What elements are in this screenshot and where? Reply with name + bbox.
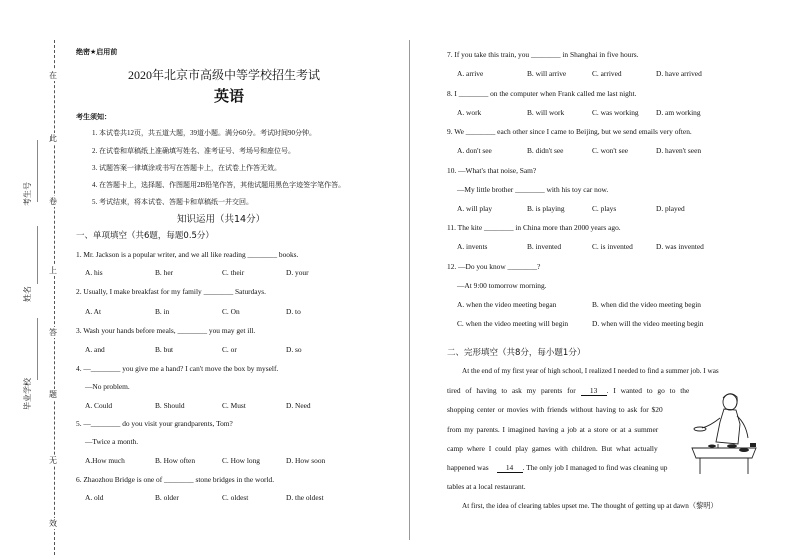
passage-line-2-end: . I wanted to go to the: [606, 386, 690, 395]
q6-stem: 6. Zhaozhou Bridge is one of ________ stone bridges in the world.: [76, 475, 275, 484]
q10-option-b: B. is playing: [527, 204, 565, 213]
q7-stem: 7. If you take this train, you ________ in Shanghai in five hours.: [447, 50, 639, 59]
q11-option-a: A. invents: [457, 242, 488, 251]
notice-item-1: 1. 本试卷共12页，共五道大题，39道小题。满分60分。考试时间90分钟。: [92, 129, 316, 137]
q5-option-a: A.How much: [85, 456, 125, 465]
q8-option-a: A. work: [457, 108, 482, 117]
binding-char-1: 在: [49, 71, 57, 80]
q10-option-d: D. played: [656, 204, 685, 213]
q12-option-a: A. when the video meeting began: [457, 300, 557, 309]
waitress-illustration: [690, 388, 760, 476]
q10-option-a: A. will play: [457, 204, 493, 213]
label-name: 姓名: [23, 286, 32, 302]
q12-option-d: D. when will the video meeting begin: [592, 319, 704, 328]
q4-answer: —No problem.: [85, 382, 130, 391]
q9-stem: 9. We ________ each other since I came to Beijing, but we send emails very often.: [447, 127, 692, 136]
secret-mark: 绝密★启用前: [76, 48, 118, 56]
q2-option-c: C. On: [222, 307, 240, 316]
passage-line-2: [447, 386, 689, 396]
q5-option-c: C. How long: [222, 456, 260, 465]
q9-option-d: D. haven't seen: [656, 146, 702, 155]
exam-title: 2020年北京市高级中等学校招生考试: [128, 68, 321, 82]
q5-option-d: D. How soon: [286, 456, 326, 465]
notice-item-3: 3. 试题答案一律填涂或书写在答题卡上，在试卷上作答无效。: [92, 164, 281, 172]
q6-option-d: D. the oldest: [286, 493, 324, 502]
blank-14[interactable]: 14: [497, 463, 523, 473]
passage-line-5: camp where I could play games with children. But what actually: [447, 444, 658, 453]
q3-stem: 3. Wash your hands before meals, ________ you may get ill.: [76, 326, 256, 335]
passage-line-4: from my parents. I imagined having a job at a store or at a summer: [447, 425, 659, 434]
q10-option-c: C. plays: [592, 204, 617, 213]
q11-option-d: D. was invented: [656, 242, 704, 251]
passage-line-3: shopping center or movies with friends without having to ask for $20: [447, 405, 663, 414]
q4-option-d: D. Need: [286, 401, 311, 410]
binding-char-7: 无: [49, 456, 57, 465]
notice-item-2: 2. 在试卷和草稿纸上准确填写姓名、准考证号、考场号和座位号。: [92, 147, 295, 155]
q10-answer: —My little brother ________ with his toy car now.: [457, 185, 609, 194]
q12-option-c: C. when the video meeting will begin: [457, 319, 569, 328]
q3-option-b: B. but: [155, 345, 174, 354]
q4-option-a: A. Could: [85, 401, 113, 410]
q2-option-b: B. in: [155, 307, 170, 316]
q3-option-c: C. or: [222, 345, 237, 354]
q12-option-b: B. when did the video meeting begin: [592, 300, 701, 309]
q7-option-b: B. will arrive: [527, 69, 567, 78]
passage-line-6-start: happened was: [447, 463, 489, 472]
q2-stem: 2. Usually, I make breakfast for my family ________ Saturdays.: [76, 287, 266, 296]
binding-char-8: 效: [49, 519, 57, 528]
passage-line-8: At first, the idea of clearing tables upset me. The thought of getting up at dawn（黎明）: [462, 502, 718, 510]
q7-option-d: D. have arrived: [656, 69, 702, 78]
binding-char-3: 卷: [49, 197, 57, 206]
student-number-line: [37, 140, 38, 202]
passage-line-6-end: . The only job I managed to find was cleaning up: [522, 463, 668, 472]
blank-13[interactable]: 13: [581, 386, 607, 396]
q1-stem: 1. Mr. Jackson is a popular writer, and we all like reading ________ books.: [76, 250, 299, 259]
binding-char-2: 此: [49, 134, 57, 143]
section-title: 知识运用（共14分）: [177, 214, 266, 225]
q7-option-c: C. arrived: [592, 69, 622, 78]
passage-line-1: At the end of my first year of high school, I realized I needed to find a summer job. I was: [462, 367, 719, 375]
q11-stem: 11. The kite ________ in China more than 2000 years ago.: [447, 223, 621, 232]
q6-option-b: B. older: [155, 493, 179, 502]
notice-item-4: 4. 在答题卡上，选择题、作图题用2B铅笔作答，其他试题用黑色字迹签字笔作答。: [92, 181, 346, 189]
q2-option-a: A. At: [85, 307, 102, 316]
label-school: 毕业学校: [23, 378, 32, 410]
q5-stem: 5. —________ do you visit your grandparents, Tom?: [76, 419, 233, 428]
q3-option-d: D. so: [286, 345, 302, 354]
binding-char-4: 上: [49, 266, 57, 275]
q9-option-a: A. don't see: [457, 146, 492, 155]
q7-option-a: A. arrive: [457, 69, 484, 78]
label-student-number: 考生号: [23, 182, 32, 206]
notice-item-5: 5. 考试结束，将本试卷、答题卡和草稿纸一并交回。: [92, 198, 253, 206]
part1-heading: 一、单项填空（共6题，每题0.5分）: [76, 231, 214, 241]
q4-option-c: C. Must: [222, 401, 246, 410]
q1-option-a: A. his: [85, 268, 103, 277]
q3-option-a: A. and: [85, 345, 105, 354]
subject-title: 英语: [214, 87, 245, 105]
q8-stem: 8. I ________ on the computer when Frank called me last night.: [447, 89, 637, 98]
q10-stem: 10. —What's that noise, Sam?: [447, 166, 537, 175]
passage-line-2-start: tired of having to ask my parents for: [447, 386, 576, 395]
q12-answer: —At 9:00 tomorrow morning.: [457, 281, 547, 290]
q5-answer: —Twice a month.: [85, 437, 139, 446]
q8-option-d: D. am working: [656, 108, 701, 117]
part2-heading: 二、完形填空（共8分，每小题1分）: [447, 348, 586, 358]
q2-option-d: D. to: [286, 307, 301, 316]
q9-option-b: B. didn't see: [527, 146, 564, 155]
passage-line-6: [447, 463, 668, 473]
school-line: [37, 318, 38, 380]
notice-heading: 考生须知：: [76, 113, 111, 121]
q4-option-b: B. Should: [155, 401, 185, 410]
q1-option-c: C. their: [222, 268, 245, 277]
q4-stem: 4. —________ you give me a hand? I can't move the box by myself.: [76, 364, 279, 373]
binding-dashed-line: [54, 40, 55, 555]
q8-option-c: C. was working: [592, 108, 639, 117]
q1-option-d: D. your: [286, 268, 309, 277]
q6-option-c: C. oldest: [222, 493, 249, 502]
q9-option-c: C. won't see: [592, 146, 629, 155]
name-line: [37, 226, 38, 284]
passage-line-7: tables at a local restaurant.: [447, 482, 526, 491]
q11-option-c: C. is invented: [592, 242, 633, 251]
q11-option-b: B. invented: [527, 242, 562, 251]
q12-stem: 12. —Do you know ________?: [447, 262, 541, 271]
page-divider: [409, 40, 410, 540]
q6-option-a: A. old: [85, 493, 104, 502]
binding-char-6: 题: [49, 390, 57, 399]
binding-char-5: 答: [49, 328, 57, 337]
q1-option-b: B. her: [155, 268, 174, 277]
q8-option-b: B. will work: [527, 108, 565, 117]
q5-option-b: B. How often: [155, 456, 196, 465]
